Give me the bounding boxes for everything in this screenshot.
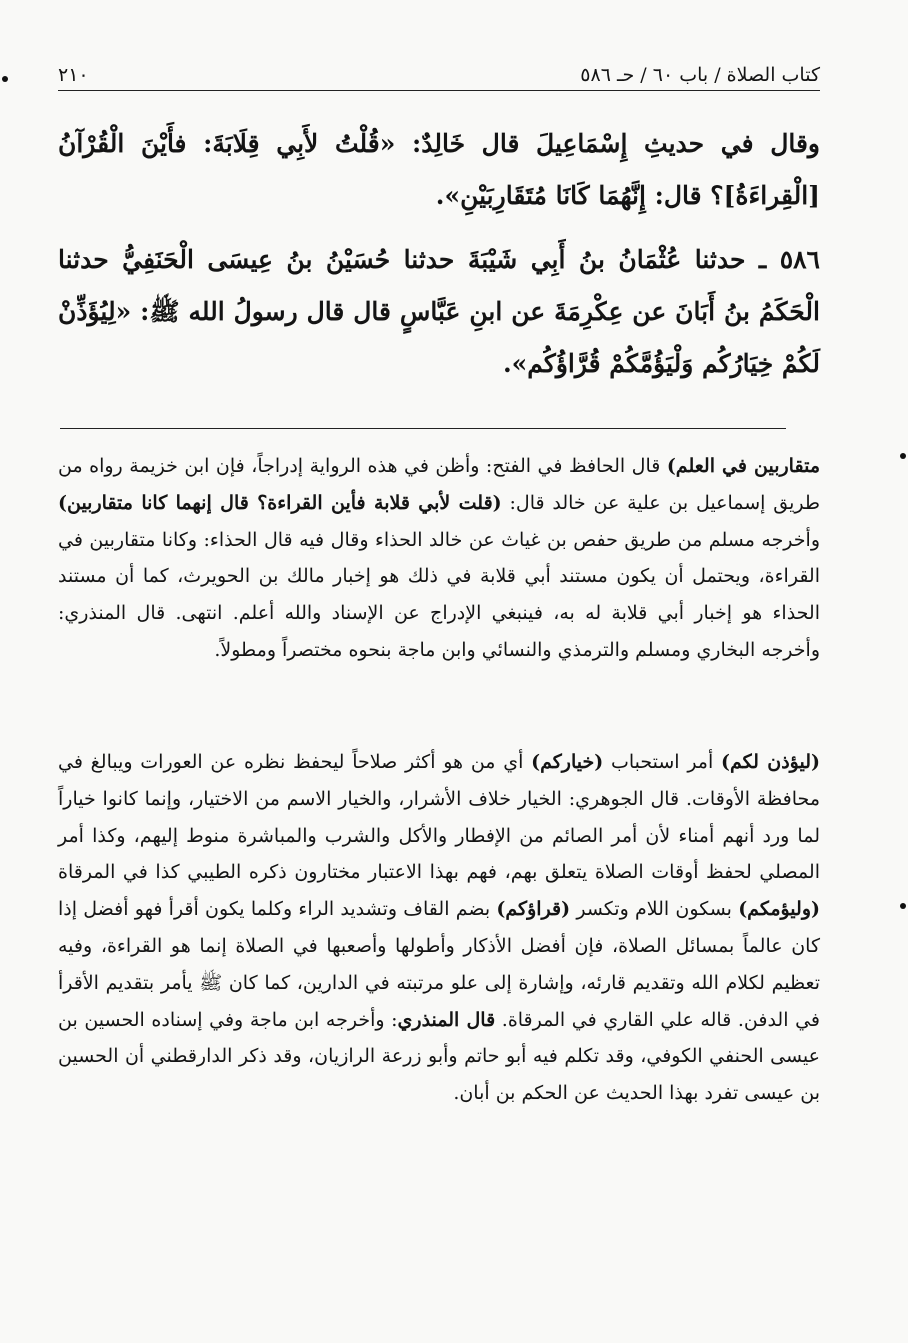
note-2-term-qurrau: (قراؤكم) [496,898,571,921]
note-1-text-b: وأخرجه مسلم من طريق حفص بن غياث عن خالد الحذاء وقال فيه قال الحذاء: وكانا متقاربين في القراءة، ويحتمل أن يكون مستند أبي قلابة في ذلك هو إخبار مالك بن الحويرث، كما أن مستند الحذاء هو إخبار أبي قلابة له به، فينبغي الإدراج عن الإسناد والله أعلم. انتهى. قال المنذري: وأخرجه البخاري ومسلم والترمذي والنسائي وابن ماجة بنحوه مختصراً ومطولاً. [58,528,820,661]
running-title: كتاب الصلاة / باب ٦٠ / حـ ٥٨٦ [580,64,820,86]
note-2-text-a: أمر استحباب [603,751,722,773]
hadith-paragraph-2: حدثنا عُثْمَانُ بنُ أَبِي شَيْبَةَ حدثنا حُسَيْنُ بنُ عِيسَى الْحَنَفِيُّ حدثنا الْحَكَمُ بنُ أَبَانَ عن عِكْرِمَةَ عن ابنِ عَبَّاسٍ قال قال رسولُ الله ﷺ: «لِيُؤَذِّنْ لَكُمْ خِيَارُكُم وَلْيَؤُمَّكُمْ قُرَّاؤُكُم». [58,245,820,378]
note-2-heading: (ليؤذن لكم) [721,751,820,773]
scan-mark-dot [900,903,906,909]
commentary-note-2 [58,744,820,1112]
page-number: ٢١٠ [58,64,89,86]
note-2-term-walyaummakum: (وليؤمكم) [738,898,820,921]
scan-mark-dot [900,453,906,459]
footnote-divider [60,428,786,429]
note-2-mundhiri: قال المنذري [397,1008,496,1031]
note-2-text-d: بضم القاف وتشديد الراء وكلما يكون أقرأ فهو أفضل إذا كان عالماً بمسائل الصلاة، فإن أفضل الأذكار وأطولها وأصعبها في الصلاة إنما هو القراءة، وفيه تعظيم لكلام الله وتقديم قارئه، وإشارة إلى علو مرتبته في الدارين، كما كان ﷺ يأمر بتقديم الأقرأ في الدفن. قاله علي القاري في المرقاة. [58,898,820,1031]
note-1-text-a: قال الحافظ في الفتح: وأظن في هذه الرواية إدراجاً، فإن ابن خزيمة رواه من طريق إسماعيل بن علية عن خالد قال: [58,455,821,514]
note-2-text-c: بسكون اللام وتكسر [570,898,739,921]
hadith-paragraph-1: وقال في حديثِ إِسْمَاعِيلَ قال خَالِدٌ: «قُلْتُ لأَبِي قِلَابَةَ: فأَيْنَ الْقُرْآنُ [الْقِراءَةُ]؟ قال: إِنَّهُمَا كَانَا مُتَقَارِبَيْنِ». [58,129,820,210]
note-2-text-e: : وأخرجه ابن ماجة وفي إسناده الحسين بن عيسى الحنفي الكوفي، وقد تكلم فيه أبو حاتم وأبو زرعة الرازيان، وقد ذكر الدارقطني أن الحسين بن عيسى تفرد بهذا الحديث عن الحكم بن أبان. [58,1008,820,1105]
note-1-quote: (قلت لأبي قلابة فأين القراءة؟ قال إنهما كانا متقاربين) [58,491,502,514]
scan-mark-dot [2,76,8,82]
page-header [58,62,820,91]
note-2-term-khiyarukum: (خياركم) [531,751,604,773]
hadith-text-continuation [58,118,820,222]
note-1-heading: متقاربين في العلم) [666,455,820,477]
hadith-number: ٥٨٦ ـ [758,245,820,274]
note-2-text-b: أي من هو أكثر صلاحاً ليحفظ نظره عن العورات ويبالغ في محافظة الأوقات. قال الجوهري: الخيار خلاف الأشرار، والخيار الاسم من الاختيار، وإنما كانوا خياراً لما ورد أنهم أمناء لأن أمر الصائم من الإفطار والأكل والشرب والمباشرة منوط إليهم، وكذا أمر المصلي لحفظ أوقات الصلاة يتعلق بهم، فهم بهذا الاعتبار مختارون ذكره الطيبي كذا في المرقاة [58,751,820,884]
commentary-note-1 [58,448,820,669]
hadith-586 [58,234,820,390]
